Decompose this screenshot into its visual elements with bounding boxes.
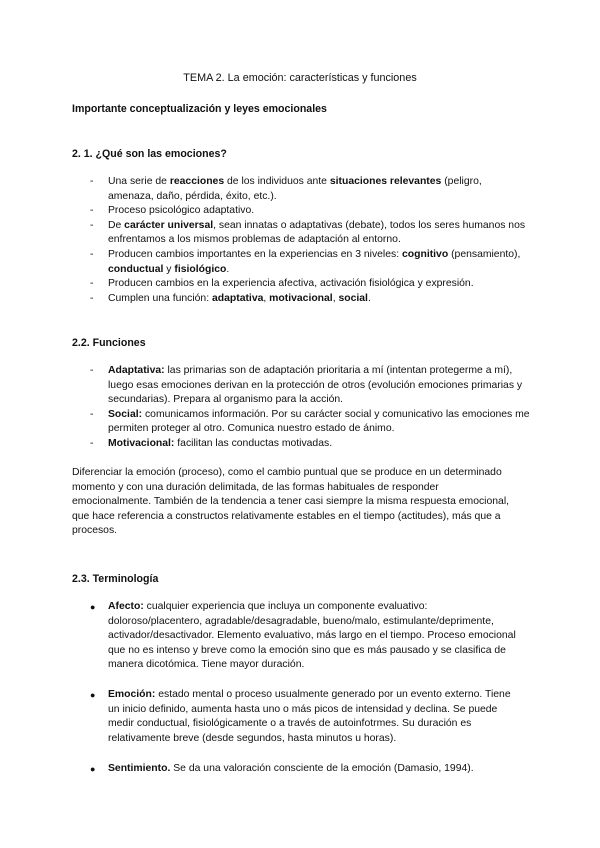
bullet-marker: ● [90, 602, 96, 612]
emotions-definition-list [90, 175, 530, 306]
dash-marker: - [90, 205, 94, 217]
bullet-marker: ● [90, 764, 96, 774]
list-item: ● Sentimiento. Se da una valoración consciente de la emoción (Damasio, 1994). [90, 762, 520, 777]
document-subtitle: Importante conceptualización y leyes emocionales [72, 103, 327, 115]
list-item: - Producen cambios en la experiencia afectiva, activación fisiológica y expresión. [90, 277, 530, 292]
functions-list [90, 364, 530, 452]
paragraph: Diferenciar la emoción (proceso), como el cambio puntual que se produce en un determinado momento y con una duración delimitada, de las formas habituales de responder emocionalmente. También de la tendencia a tener casi siempre la misma respuesta emocional, que hace referencia a constructos relativamente estables en el tiempo (actitudes), más que a procesos. [72, 467, 510, 537]
list-item: - Adaptativa: las primarias son de adaptación prioritaria a mí (intentan protegerme a mí), luego esas emociones derivan en la protección de otros (evolución emociones primarias y secundarias). Prepara al organismo para la acción. [90, 365, 523, 406]
terminology-item-emocion [90, 688, 520, 746]
list-item: - De carácter universal, sean innatas o adaptativas (debate), todos los seres humanos nos enfrentamos a los mismos problemas de adaptación al entorno. [90, 219, 526, 246]
dash-marker: - [90, 365, 94, 376]
terminology-item-sentimiento [90, 762, 520, 777]
document-title: TEMA 2. La emoción: características y funciones [183, 72, 417, 84]
section-heading-2-1: 2. 1. ¿Qué son las emociones? [72, 148, 227, 160]
list-item: - Cumplen una función: adaptativa, motivacional, social. [90, 292, 530, 307]
dash-marker: - [90, 437, 94, 449]
dash-marker: - [90, 176, 94, 187]
dash-marker: - [90, 292, 94, 304]
list-item: - Una serie de reacciones de los individuos ante situaciones relevantes (peligro, amenaza, daño, pérdida, éxito, etc.). [90, 176, 482, 202]
list-item: - Motivacional: facilitan las conductas motivadas. [90, 437, 530, 452]
dash-marker: - [90, 408, 94, 420]
dash-marker: - [90, 278, 94, 290]
terminology-item-afecto [90, 600, 520, 673]
dash-marker: - [90, 248, 94, 260]
list-item: ● Afecto: cualquier experiencia que incluya un componente evaluativo: doloroso/placentero, agradable/desagradable, bueno/malo, estimulante/deprimente, activador/desactivador. Elemento evaluativo, más largo en el tiempo. Proceso emocional que no es intenso y breve como la emoción sino que es más pausado y se clasifica de manera dicotómica. Tiene mayor duración. [90, 601, 516, 671]
list-item: ● Emoción: estado mental o proceso usualmente generado por un evento externo. Tiene un inicio definido, aumenta hasta uno o más picos de intensidad y declina. Se puede medir conductual, fisiológicamente o a través de autoinfotrmes. Su duración es relativamente breve (desde segundos, hasta minutos u horas). [90, 689, 511, 744]
bullet-marker: ● [90, 690, 96, 700]
list-item: - Proceso psicológico adaptativo. [90, 204, 530, 219]
dash-marker: - [90, 219, 94, 231]
list-item: - Producen cambios importantes en la experiencias en 3 niveles: cognitivo (pensamiento), conductual y fisiológico. [90, 248, 521, 275]
list-item: - Social: comunicamos información. Por su carácter social y comunicativo las emociones me permiten proteger al otro. Comunica nuestro estado de ánimo. [90, 408, 530, 435]
section-heading-2-2: 2.2. Funciones [72, 337, 146, 349]
section-heading-2-3: 2.3. Terminología [72, 573, 159, 585]
